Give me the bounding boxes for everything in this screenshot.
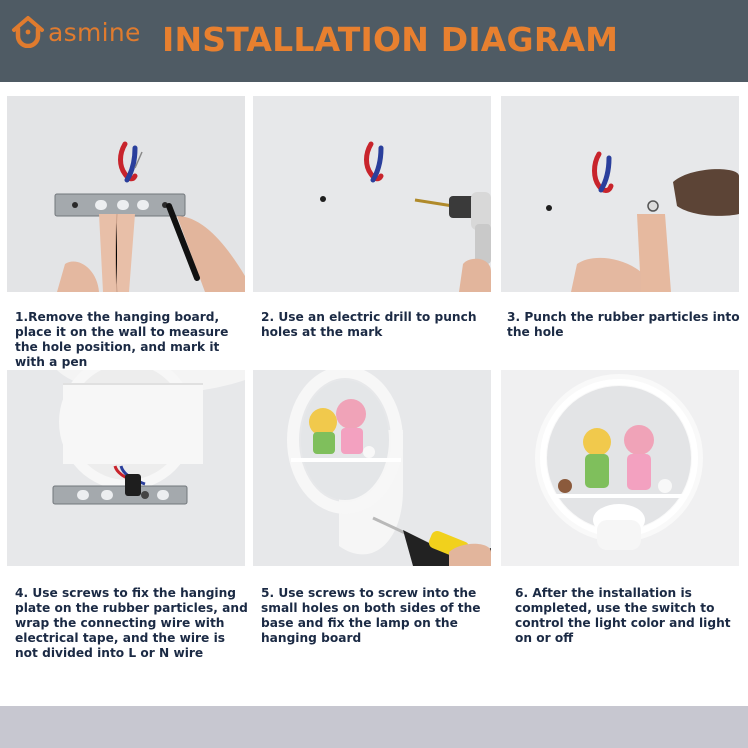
step-5-photo bbox=[253, 370, 491, 566]
step-6-photo bbox=[501, 370, 739, 566]
step-3-caption: 3. Punch the rubber particles into the hole bbox=[507, 310, 740, 339]
header-banner bbox=[0, 0, 748, 82]
page-title: INSTALLATION DIAGRAM bbox=[162, 20, 619, 59]
step-1-photo bbox=[7, 96, 245, 292]
step-5-caption: 5. Use screws to screw into the small holes on both sides of the base and fix the lamp on the hanging board bbox=[261, 586, 481, 645]
step-3-photo bbox=[501, 96, 739, 292]
step-6-caption: 6. After the installation is completed, use the switch to control the light color and light on or off bbox=[515, 586, 731, 645]
brand-name: asmine bbox=[48, 18, 141, 47]
step-2-photo bbox=[253, 96, 491, 292]
step-4-photo bbox=[7, 370, 245, 566]
house-j-logo-icon bbox=[10, 14, 46, 48]
step-1-caption: 1.Remove the hanging board, place it on the wall to measure the hole position, and mark it with a pen bbox=[15, 310, 229, 369]
step-2-caption: 2. Use an electric drill to punch holes at the mark bbox=[261, 310, 477, 339]
footer-band bbox=[0, 706, 748, 748]
step-4-caption: 4. Use screws to fix the hanging plate on the rubber particles, and wrap the connecting wire with electrical tape, and the wire is not divided into L or N wire bbox=[15, 586, 248, 660]
